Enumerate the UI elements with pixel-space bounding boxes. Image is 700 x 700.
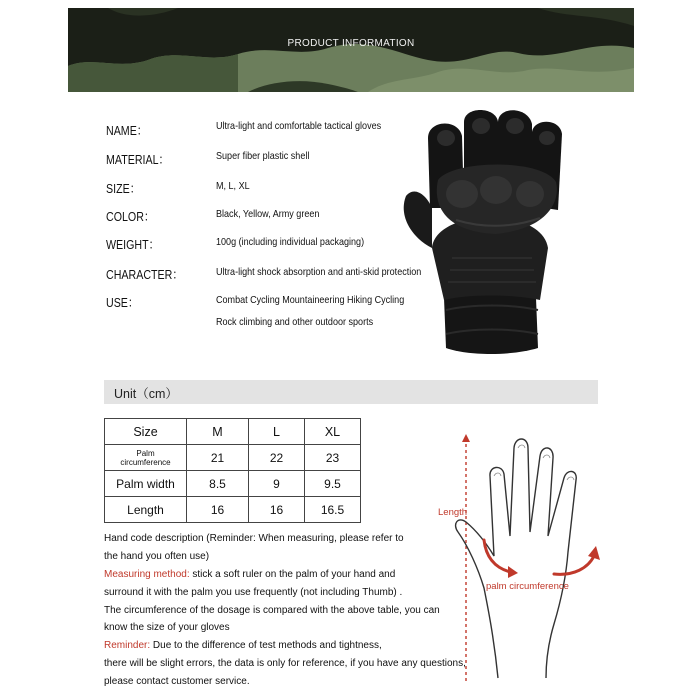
table-row	[105, 471, 361, 497]
note-measuring	[104, 569, 395, 580]
table-header-cell: M	[187, 419, 249, 445]
spec-value-use: Combat Cycling Mountaineering Hiking Cycling	[216, 294, 405, 306]
table-cell: 16	[249, 497, 305, 523]
spec-value-size: M, L, XL	[216, 180, 250, 192]
note-line: please contact customer service.	[104, 676, 250, 687]
note-line: Hand code description (Reminder: When measuring, please refer to	[104, 533, 404, 544]
palm-circumference-label: palm circumference	[486, 581, 569, 592]
table-header-row	[105, 419, 361, 445]
table-cell: 16	[187, 497, 249, 523]
hand-diagram	[428, 428, 618, 690]
note-line: surround it with the palm you use frequently (not including Thumb) .	[104, 587, 403, 598]
note-line: The circumference of the dosage is compared with the above table, you can	[104, 605, 440, 616]
table-row-label: Length	[105, 497, 187, 523]
table-row-label	[105, 445, 187, 471]
length-label: Length	[438, 507, 468, 518]
table-row-label-line2: circumference	[120, 457, 171, 467]
banner-title: PRODUCT INFORMATION	[287, 38, 415, 49]
table-row-label-line1: Palm	[136, 448, 155, 458]
measuring-method-text: stick a soft ruler on the palm of your hand and	[189, 569, 396, 580]
glove-product-image	[392, 98, 578, 360]
spec-label-weight: WEIGHT：	[106, 237, 160, 252]
spec-label-material: MATERIAL：	[106, 152, 170, 167]
spec-label-color: COLOR：	[106, 209, 155, 224]
spec-value-name: Ultra-light and comfortable tactical gloves	[216, 120, 382, 132]
table-cell: 9	[249, 471, 305, 497]
spec-value-material: Super fiber plastic shell	[216, 150, 310, 162]
table-row-label: Palm width	[105, 471, 187, 497]
spec-value-weight: 100g (including individual packaging)	[216, 236, 365, 248]
spec-label-size: SIZE：	[106, 181, 141, 196]
table-cell: 22	[249, 445, 305, 471]
note-line: the hand you often use)	[104, 551, 210, 562]
camo-banner	[68, 8, 634, 92]
spec-value-use-line2: Rock climbing and other outdoor sports	[216, 316, 374, 328]
size-table	[104, 418, 361, 523]
table-header-cell: XL	[305, 419, 361, 445]
table-row	[105, 497, 361, 523]
spec-value-character: Ultra-light shock absorption and anti-skid protection	[216, 266, 422, 278]
measuring-method-label: Measuring method:	[104, 569, 190, 580]
reminder-text: Due to the difference of test methods and tightness,	[150, 640, 382, 651]
spec-label-use: USE：	[106, 295, 139, 310]
camo-pattern	[68, 8, 634, 92]
note-reminder	[104, 640, 382, 651]
note-line: there will be slight errors, the data is only for reference, if you have any questions,	[104, 658, 466, 669]
table-row	[105, 445, 361, 471]
unit-label: Unit（cm）	[114, 387, 178, 401]
table-cell: 16.5	[305, 497, 361, 523]
table-cell: 9.5	[305, 471, 361, 497]
table-header-cell: L	[249, 419, 305, 445]
table-cell: 8.5	[187, 471, 249, 497]
spec-label-name: NAME：	[106, 123, 148, 138]
table-header-cell: Size	[105, 419, 187, 445]
spec-label-character: CHARACTER：	[106, 267, 184, 282]
unit-bar	[104, 380, 598, 404]
note-line: know the size of your gloves	[104, 622, 230, 633]
spec-value-color: Black, Yellow, Army green	[216, 208, 320, 220]
reminder-label: Reminder:	[104, 640, 151, 651]
table-cell: 23	[305, 445, 361, 471]
table-cell: 21	[187, 445, 249, 471]
